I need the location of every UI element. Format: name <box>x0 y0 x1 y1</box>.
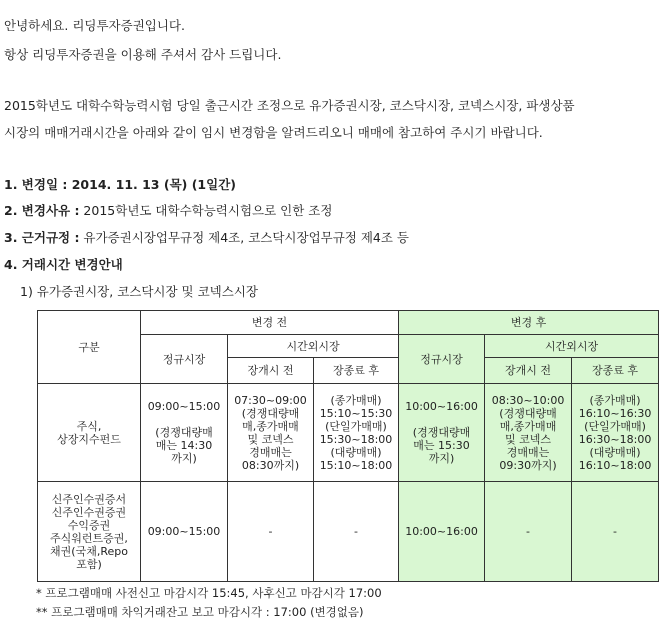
row-other-after-pre-open: - <box>485 482 572 582</box>
cell-line: 포함) <box>76 557 102 571</box>
basis-rule-value: 유가증권시장업무규정 제4조, 코스닥시장업무규정 제4조 등 <box>79 230 410 245</box>
header-before: 변경 전 <box>141 311 399 335</box>
row-other-before-pre-open: - <box>228 482 314 582</box>
basis-rule-label: 3. 근거규정 : <box>4 230 80 245</box>
cell-line: 08:30~10:00 <box>491 393 565 407</box>
program-trading-note-2: ** 프로그램매매 차익거래잔고 보고 마감시각 : 17:00 (변경없음) <box>36 605 364 619</box>
cell-line: 경매매는 <box>506 445 550 459</box>
cell-line: 10:00~16:00 <box>405 400 478 413</box>
cell-line: 까지) <box>171 452 197 465</box>
cell-line: 까지) <box>428 452 455 465</box>
cell-line <box>143 413 225 426</box>
cell-line: 15:10~18:00 <box>319 458 393 472</box>
cell-line: 매,종가매매 <box>242 419 299 433</box>
program-trading-note-1: * 프로그램매매 사전신고 마감시각 15:45, 사후신고 마감시각 17:00 <box>36 586 382 600</box>
cell-line: 신주인수권증서 <box>51 492 127 506</box>
row-other-after-post-close: - <box>572 482 659 582</box>
trading-hours-table <box>37 310 659 582</box>
header-before-pre-open: 장개시 전 <box>228 358 314 384</box>
change-reason <box>4 201 332 219</box>
trading-hours-guide-heading: 4. 거래시간 변경안내 <box>4 257 123 272</box>
cell-line: 매,종가매매 <box>499 419 557 433</box>
cell-line: 상장지수펀드 <box>57 432 121 446</box>
cell-line: 07:30~09:00 <box>234 393 307 407</box>
cell-line: 09:30까지) <box>499 458 557 472</box>
cell-line: (경쟁대량매 <box>412 426 471 439</box>
row-stock-after-post-close <box>572 384 659 482</box>
header-before-regular: 정규시장 <box>141 335 228 384</box>
change-reason-label: 2. 변경사유 : <box>4 203 80 218</box>
cell-line: (대량매매) <box>330 445 382 459</box>
row-other-before-post-close: - <box>314 482 399 582</box>
header-before-offhours: 시간외시장 <box>228 335 399 358</box>
cell-line: 15:30~18:00 <box>319 432 393 446</box>
cell-line: 및 코넥스 <box>247 432 294 446</box>
cell-line: 매는 15:30 <box>413 439 470 452</box>
cell-line: (단일가매매) <box>584 419 646 433</box>
cell-line: (종가매매) <box>330 393 382 407</box>
cell-line: 15:10~15:30 <box>319 406 393 420</box>
body-text-line-1: 2015학년도 대학수학능력시험 당일 출근시간 조정으로 유가증권시장, 코스닥시장, 코넥스시장, 파생상품 <box>4 98 575 113</box>
row-stock-after-pre-open <box>485 384 572 482</box>
cell-line: 경매매는 <box>249 445 292 459</box>
cell-line <box>401 413 482 426</box>
cell-line: 주식, <box>76 419 102 433</box>
header-after: 변경 후 <box>399 311 659 335</box>
cell-line: 매는 14:30 <box>155 439 213 452</box>
cell-line: (대량매매) <box>589 445 641 459</box>
header-before-post-close: 장종료 후 <box>314 358 399 384</box>
row-stock-before-post-close <box>314 384 399 482</box>
cell-line: 16:10~18:00 <box>578 458 652 472</box>
cell-line: 주식워런트증권, <box>50 531 128 545</box>
cell-line: (경쟁대량매 <box>155 426 213 439</box>
change-reason-value: 2015학년도 대학수학능력시험으로 인한 조정 <box>79 203 333 218</box>
header-after-post-close: 장종료 후 <box>572 358 659 384</box>
row-other-after-regular: 10:00~16:00 <box>399 482 485 582</box>
cell-line: 08:30까지) <box>241 458 300 472</box>
cell-line: 09:00~15:00 <box>147 400 221 413</box>
cell-line: 16:30~18:00 <box>578 432 652 446</box>
cell-line: (경쟁대량매 <box>241 406 300 420</box>
basis-rule <box>4 228 409 246</box>
row-stock-label <box>38 384 141 482</box>
cell-line: 및 코넥스 <box>505 432 552 446</box>
row-other-securities-label <box>38 482 141 582</box>
change-date: 1. 변경일 : 2014. 11. 13 (목) (1일간) <box>4 177 236 192</box>
cell-line: 수익증권 <box>67 518 111 532</box>
row-stock-before-regular <box>141 384 228 482</box>
thanks-text: 항상 리딩투자증권을 이용해 주셔서 감사 드립니다. <box>4 47 282 62</box>
header-after-pre-open: 장개시 전 <box>485 358 572 384</box>
header-after-offhours: 시간외시장 <box>485 335 659 358</box>
greeting-text: 안녕하세요. 리딩투자증권입니다. <box>4 18 185 33</box>
row-stock-after-regular <box>399 384 485 482</box>
row-other-before-regular: 09:00~15:00 <box>141 482 228 582</box>
cell-line: (단일가매매) <box>325 419 387 433</box>
cell-line: (경쟁대량매 <box>499 406 557 420</box>
cell-line: 16:10~16:30 <box>578 406 652 420</box>
cell-line: 채권(국채,Repo <box>50 544 128 558</box>
cell-line: (종가매매) <box>589 393 641 407</box>
market-subheading: 1) 유가증권시장, 코스닥시장 및 코넥스시장 <box>20 284 258 299</box>
row-stock-before-pre-open <box>228 384 314 482</box>
body-text-line-2: 시장의 매매거래시간을 아래와 같이 임시 변경함을 알려드리오니 매매에 참고하여 주시기 바랍니다. <box>4 125 543 140</box>
cell-line: 신주인수권증권 <box>51 505 127 519</box>
header-gubun: 구분 <box>38 311 141 384</box>
header-after-regular: 정규시장 <box>399 335 485 384</box>
